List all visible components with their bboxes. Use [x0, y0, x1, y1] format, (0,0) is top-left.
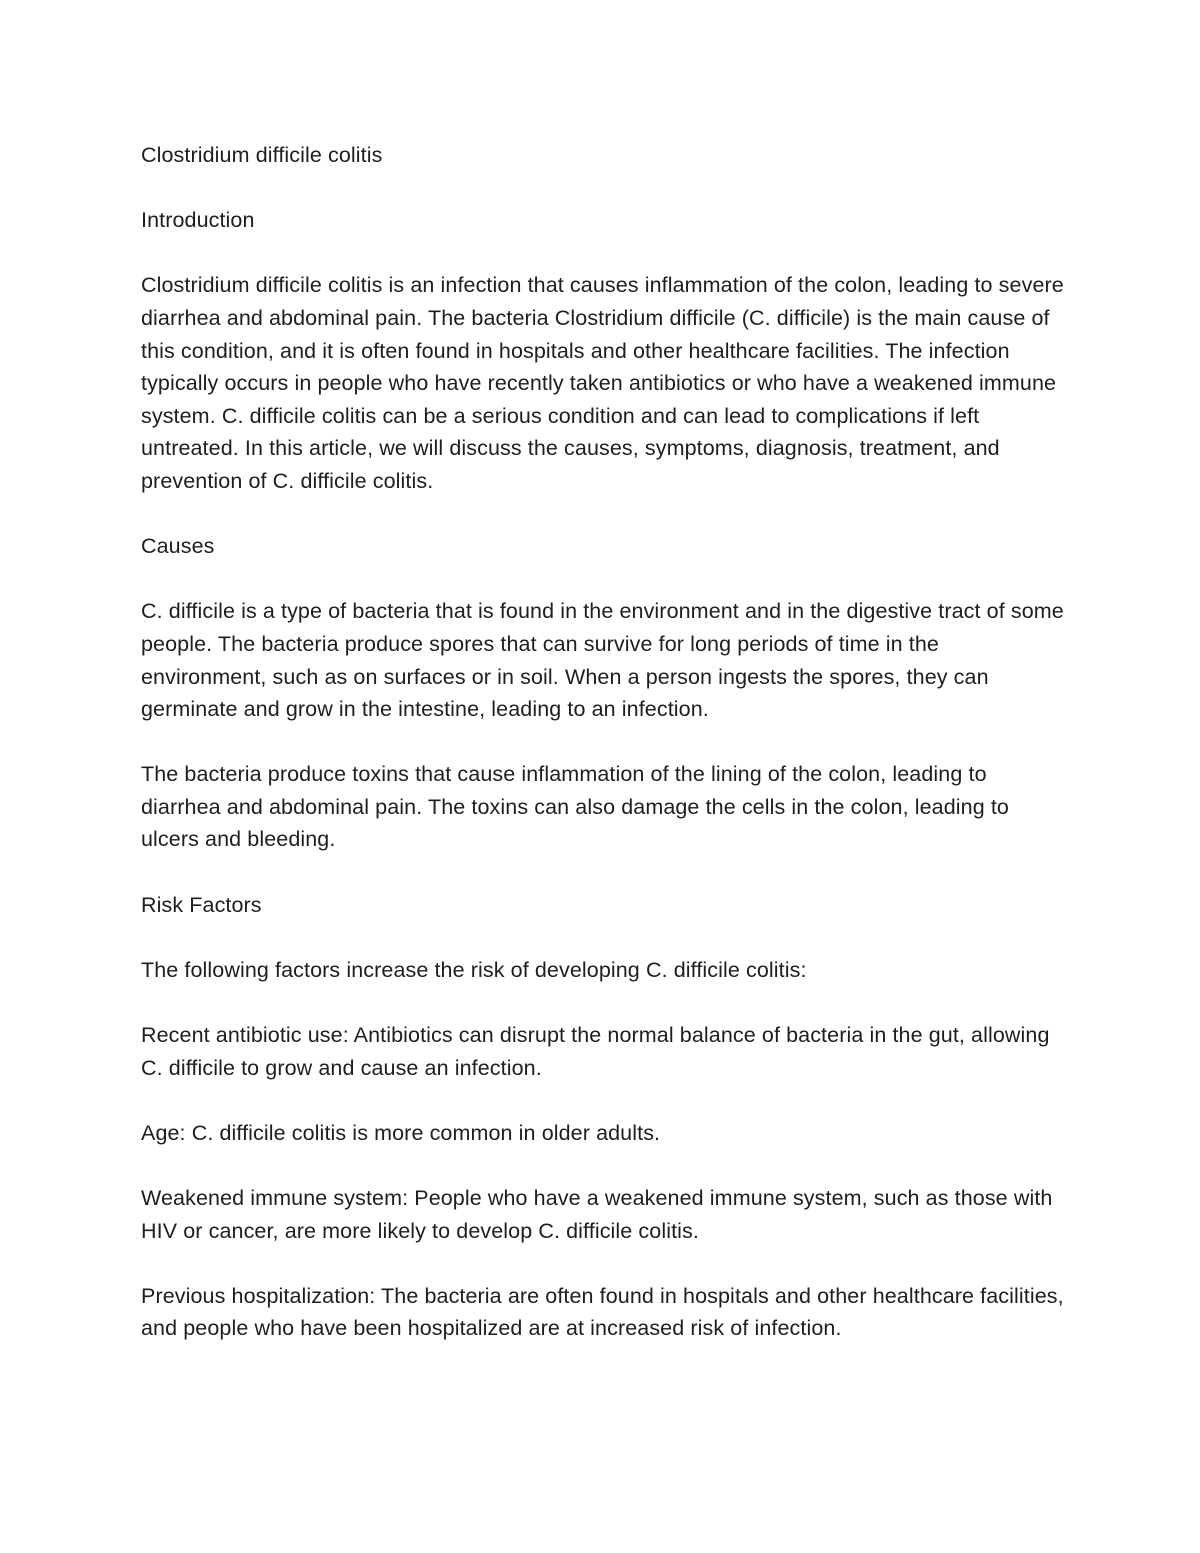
risk-factor-item: Recent antibiotic use: Antibiotics can disrupt the normal balance of bacteria in the gut, allowing C. difficile to grow and cause an infection.	[141, 1023, 1050, 1080]
causes-paragraph: The bacteria produce toxins that cause inflammation of the lining of the colon, leading to diarrhea and abdominal pain. The toxins can also damage the cells in the colon, leading to ulcers and bleeding.	[141, 762, 1009, 852]
introduction-paragraph: Clostridium difficile colitis is an infection that causes inflammation of the colon, leading to severe diarrhea and abdominal pain. The bacteria Clostridium difficile (C. difficile) is the main cause of this condition, and it is often found in hospitals and other healthcare facilities. The infection typically occurs in people who have recently taken antibiotics or who have a weakened immune system. C. difficile colitis can be a serious condition and can lead to complications if left untreated. In this article, we will discuss the causes, symptoms, diagnosis, treatment, and prevention of C. difficile colitis.	[141, 273, 1064, 493]
risk-factor-item: Previous hospitalization: The bacteria are often found in hospitals and other healthcare facilities, and people who have been hospitalized are at increased risk of infection.	[141, 1283, 1064, 1341]
section-heading-risk-factors: Risk Factors	[141, 892, 262, 917]
section-heading-causes: Causes	[141, 534, 215, 559]
causes-paragraph: C. difficile is a type of bacteria that is found in the environment and in the digestive tract of some people. The bacteria produce spores that can survive for long periods of time in the environment, such as on surfaces or in soil. When a person ingests the spores, they can germinate and grow in the intestine, leading to an infection.	[141, 599, 1064, 722]
section-heading-introduction: Introduction	[141, 208, 255, 233]
risk-factor-item: Age: C. difficile colitis is more common in older adults.	[141, 1120, 661, 1145]
risk-factors-intro: The following factors increase the risk of developing C. difficile colitis:	[141, 957, 807, 982]
document-body	[141, 139, 1066, 1345]
document-title: Clostridium difficile colitis	[141, 143, 383, 167]
risk-factor-item: Weakened immune system: People who have a weakened immune system, such as those with HIV or cancer, are more likely to develop C. difficile colitis.	[141, 1186, 1053, 1243]
